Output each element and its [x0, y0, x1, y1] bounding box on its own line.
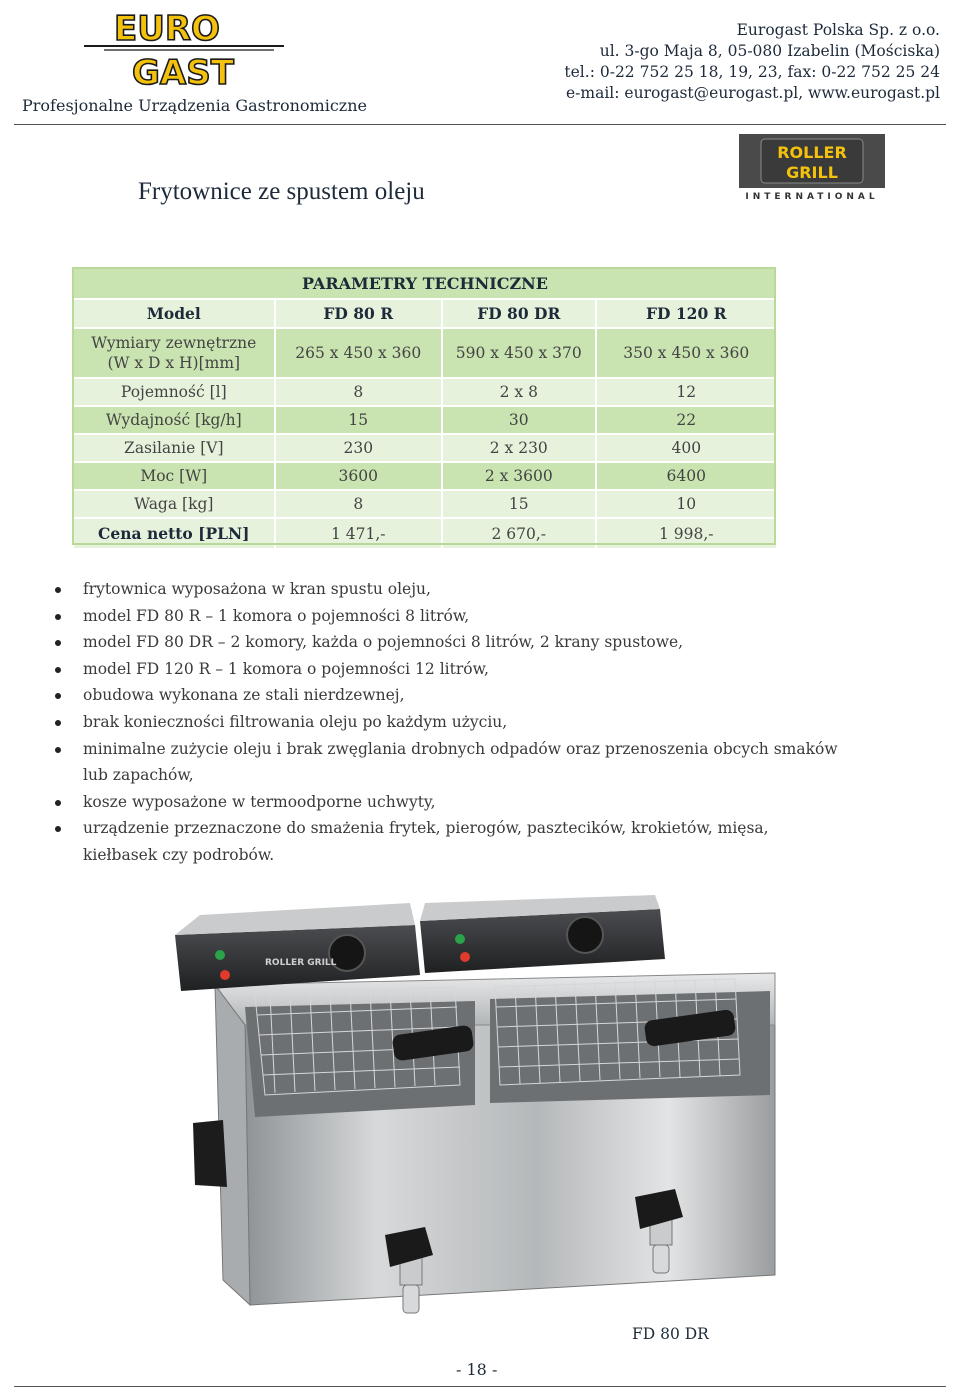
- table-row-price: [73, 518, 777, 549]
- table-cell: 22: [596, 406, 777, 434]
- table-cell: 15: [442, 490, 596, 518]
- bullet-icon: [55, 800, 61, 806]
- row-label-line: Wymiary zewnętrzne: [91, 334, 257, 352]
- table-row: [73, 378, 777, 406]
- bullet-icon: [55, 826, 61, 832]
- list-item-text: model FD 80 R – 1 komora o pojemności 8 litrów,: [83, 606, 470, 625]
- list-item-text-continued: kiełbasek czy podrobów.: [83, 845, 275, 864]
- company-name: Eurogast Polska Sp. z o.o.: [736, 21, 940, 39]
- table-cell: 1 471,-: [275, 518, 442, 549]
- bullet-icon: [55, 587, 61, 593]
- row-label: Waga [kg]: [73, 490, 275, 518]
- list-item-text: urządzenie przeznaczone do smażenia frytek, pierogów, pasztecików, krokietów, mięsa,: [83, 819, 769, 838]
- table-cell: 350 x 450 x 360: [596, 328, 777, 378]
- list-item: [52, 709, 892, 736]
- eurogast-logo: [84, 4, 294, 90]
- row-label: [73, 328, 275, 378]
- row-label: Moc [W]: [73, 462, 275, 490]
- row-label: Pojemność [l]: [73, 378, 275, 406]
- spec-table: [72, 267, 778, 550]
- list-item-text: minimalne zużycie oleju i brak zwęglania drobnych odpadów oraz przenoszenia obcych smaków: [83, 739, 838, 758]
- table-cell: 3600: [275, 462, 442, 490]
- column-header: FD 120 R: [596, 299, 777, 328]
- table-cell: 1 998,-: [596, 518, 777, 549]
- table-row: [73, 490, 777, 518]
- list-item: [52, 789, 892, 816]
- roller-grill-logo: [739, 134, 885, 202]
- page-number: - 18 -: [456, 1360, 498, 1379]
- table-cell: 15: [275, 406, 442, 434]
- roller-logo-line3: INTERNATIONAL: [745, 192, 879, 202]
- bullet-icon: [55, 747, 61, 753]
- table-row: [73, 406, 777, 434]
- list-item: [52, 603, 892, 630]
- list-item-text: frytownica wyposażona w kran spustu oleju,: [83, 580, 431, 598]
- table-cell: 400: [596, 434, 777, 462]
- list-item: [52, 576, 892, 603]
- table-cell: 12: [596, 378, 777, 406]
- table-cell: 230: [275, 434, 442, 462]
- company-contact: [564, 20, 940, 104]
- bullet-icon: [55, 667, 61, 673]
- list-item: [52, 682, 892, 709]
- list-item-text: model FD 120 R – 1 komora o pojemności 12 litrów,: [83, 659, 489, 678]
- table-header-row: [73, 299, 777, 328]
- column-header: FD 80 DR: [442, 299, 596, 328]
- panel-brand-label: ROLLER GRILL: [265, 958, 337, 968]
- logo-text-gast: GAST: [132, 53, 234, 90]
- table-row: [73, 462, 777, 490]
- feature-list: [52, 576, 892, 869]
- footer-rule: [14, 1386, 946, 1387]
- bullet-icon: [55, 640, 61, 646]
- list-item-text: kosze wyposażone w termoodporne uchwyty,: [83, 792, 436, 811]
- list-item-text: model FD 80 DR – 2 komory, każda o pojemności 8 litrów, 2 krany spustowe,: [83, 633, 684, 652]
- page-title: Frytownice ze spustem oleju: [138, 178, 425, 205]
- company-tagline: Profesjonalne Urządzenia Gastronomiczne: [22, 96, 367, 115]
- table-row: [73, 328, 777, 378]
- table-cell: 265 x 450 x 360: [275, 328, 442, 378]
- company-address: ul. 3-go Maja 8, 05-080 Izabelin (Mościska): [599, 42, 940, 60]
- table-title-row: [73, 268, 777, 299]
- table-cell: 2 x 8: [442, 378, 596, 406]
- list-item-text: brak konieczności filtrowania oleju po każdym użyciu,: [83, 712, 508, 731]
- product-photo-fryer: [175, 895, 785, 1325]
- row-label: Cena netto [PLN]: [73, 518, 275, 549]
- table-cell: 30: [442, 406, 596, 434]
- table-row: [73, 434, 777, 462]
- list-item: [52, 629, 892, 656]
- list-item-text-continued: lub zapachów,: [83, 766, 194, 785]
- bullet-icon: [55, 614, 61, 620]
- table-cell: 590 x 450 x 370: [442, 328, 596, 378]
- page-header: [14, 0, 946, 125]
- column-header: FD 80 R: [275, 299, 442, 328]
- logo-text-euro: EURO: [114, 9, 220, 49]
- list-item: [52, 815, 892, 868]
- row-label-line: (W x D x H)[mm]: [107, 354, 241, 372]
- table-cell: 8: [275, 378, 442, 406]
- table-cell: 2 x 3600: [442, 462, 596, 490]
- roller-logo-line1: ROLLER: [777, 143, 847, 162]
- table-cell: 6400: [596, 462, 777, 490]
- row-label: Wydajność [kg/h]: [73, 406, 275, 434]
- company-email: e-mail: eurogast@eurogast.pl, www.eurogast.pl: [566, 84, 940, 102]
- table-title: PARAMETRY TECHNICZNE: [73, 268, 777, 299]
- company-phone: tel.: 0-22 752 25 18, 19, 23, fax: 0-22 752 25 24: [564, 63, 940, 81]
- table-cell: 8: [275, 490, 442, 518]
- table-cell: 2 670,-: [442, 518, 596, 549]
- list-item: [52, 656, 892, 683]
- list-item-text: obudowa wykonana ze stali nierdzewnej,: [83, 686, 405, 705]
- table-cell: 10: [596, 490, 777, 518]
- table-cell: 2 x 230: [442, 434, 596, 462]
- row-label: Zasilanie [V]: [73, 434, 275, 462]
- bullet-icon: [55, 720, 61, 726]
- list-item: [52, 736, 892, 789]
- column-header: Model: [73, 299, 275, 328]
- bullet-icon: [55, 693, 61, 699]
- product-caption: FD 80 DR: [632, 1325, 709, 1343]
- roller-logo-line2: GRILL: [786, 163, 838, 182]
